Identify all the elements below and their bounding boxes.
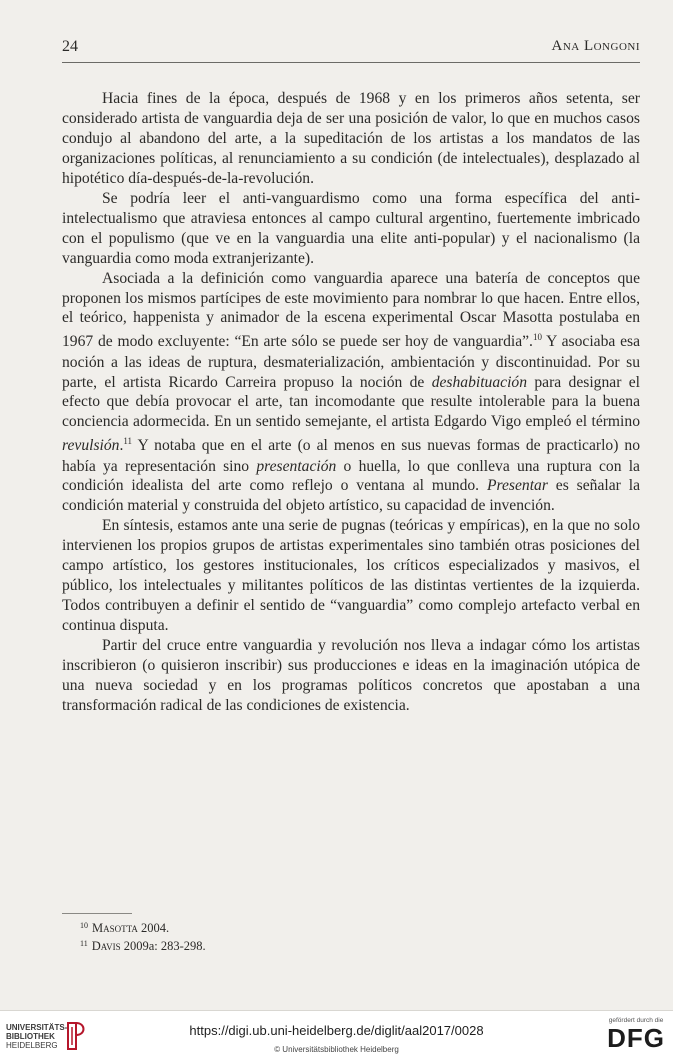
page-header: [62, 36, 640, 63]
dfg-logo: DFG: [607, 1023, 665, 1053]
paragraph-1: Hacia fines de la época, después de 1968 y en los primeros años setenta, ser considerado artista de vanguardia deja de ser una posición de valor, lo que en muchos casos condujo al abandono del arte, a la supeditación de los artistas a los mandatos de las organizaciones políticas, al renunciamiento a su condición (de intelectuales), desplazado al hipotético día-después-de-la-revolución.: [62, 90, 640, 187]
footnote-11: $^{11}$ Davis 2009a: 283-298.: [80, 939, 206, 953]
digitization-footer: [0, 1010, 673, 1060]
footnote-10: $^{10}$ Masotta 2004.: [80, 921, 170, 935]
dfg-badge: gefördert durch die DFG: [607, 1017, 665, 1053]
paragraph-3: Asociada a la definición como vanguardia aparece una batería de conceptos que proponen los mismos partícipes de este movimiento para nombrar lo que hacen. Entre ellos, el teórico, happenista y animador de la escena experimental Oscar Masotta postulaba en 1967 de modo excluyente: “En arte sólo se puede ser hoy de vanguardia”.$^{10}$ Y asociaba esa noción a las ideas de ruptura, desmaterialización, ambientación y discontinuidad. Por su parte, el artista Ricardo Carreira propuso la noción de deshabituación para designar el efecto que debía provocar el arte, tan incomodante que resulte intolerable para la buena conciencia adormecida. En un sentido semejante, el artista Edgardo Vigo empleó el término revulsión.$^{11}$ Y notaba que en el arte (o al menos en sus nuevas formas de practicarlo) no había ya representación sino presentación o huella, lo que conlleva una ruptura con la condición idealista del arte como reflejo o ventana al mundo. Presentar es señalar la condición material y construida del objeto artístico, su capacidad de invención.: [62, 269, 641, 515]
footnotes: [80, 918, 206, 954]
footnote-rule: [62, 913, 132, 914]
running-head: Ana Longoni: [551, 38, 640, 54]
footnote-ref-10[interactable]: 10: [532, 332, 542, 343]
copyright-notice: © Universitätsbibliothek Heidelberg: [274, 1045, 399, 1054]
body-text: [62, 89, 640, 716]
paragraph-5: Partir del cruce entre vanguardia y revolución nos lleva a indagar cómo los artistas inscribieron (o quisieron inscribir) sus producciones e ideas en la imaginación utópica de una nueva sociedad y en los programas políticos concretos que apostaban a una transformación radical de las condiciones de existencia.: [62, 637, 640, 714]
paragraph-4: En síntesis, estamos ante una serie de pugnas (teóricas y empíricas), en la que no solo intervienen los propios grupos de artistas experimentales sino también otras posiciones del campo artístico, los gestores institucionales, los críticos especializados y masivos, el público, los intelectuales y militantes políticos de las distintas vertientes de la izquierda. Todos contribuyen a definir el sentido de “vanguardia” como complejo artefacto verbal en continua disputa.: [62, 517, 640, 635]
permalink-url[interactable]: https://digi.ub.uni-heidelberg.de/diglit/aal2017/0028: [189, 1023, 484, 1038]
paragraph-2: Se podría leer el anti-vanguardismo como una forma específica del anti-intelectualismo que atraviesa entonces al campo cultural argentino, fuertemente imbricado con el populismo (que ve en la vanguardia una elite anti-popular) y el nacionalismo (la vanguardia como moda extranjerizante).: [62, 189, 640, 267]
footnote-ref-11[interactable]: 11: [123, 436, 133, 447]
page-number: 24: [62, 38, 78, 55]
library-logo-text: UNIVERSITÄTS- BIBLIOTHEK HEIDELBERG: [6, 1023, 68, 1050]
